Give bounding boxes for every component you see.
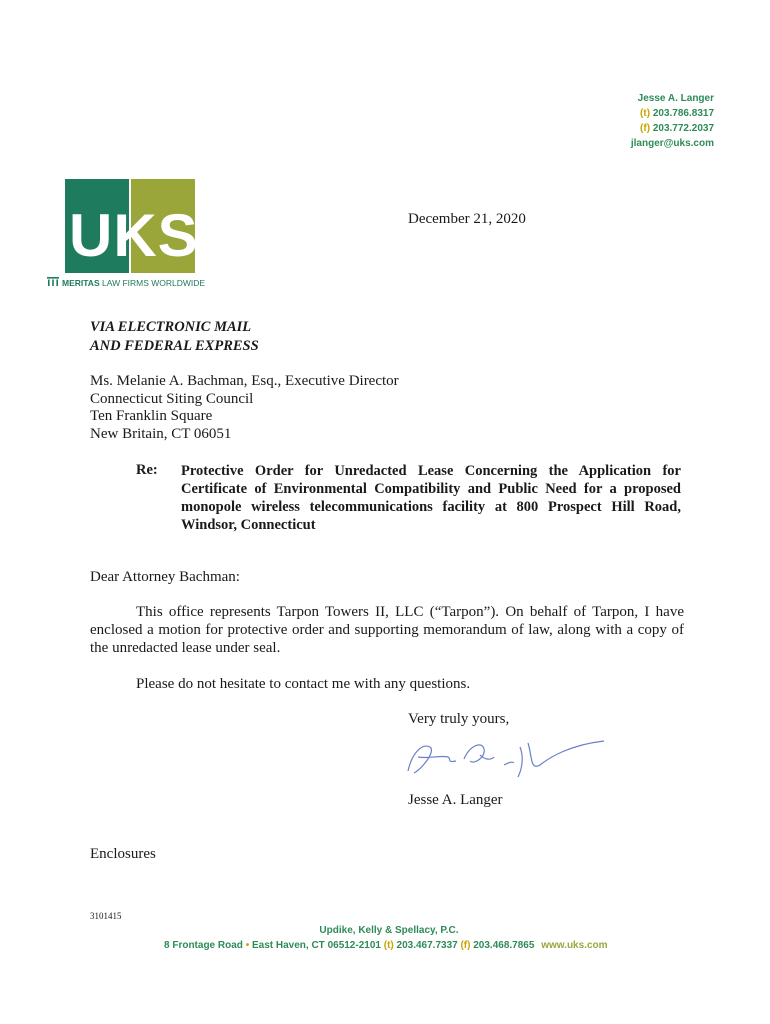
sender-email[interactable]: jlanger@uks.com <box>630 138 714 149</box>
meritas-name: MERITAS <box>62 278 100 288</box>
sender-name: Jesse A. Langer <box>637 93 714 104</box>
delivery-method <box>90 318 259 356</box>
fax-label: (f) <box>640 123 651 134</box>
enclosures-note: Enclosures <box>90 846 156 862</box>
sender-fax <box>631 121 714 136</box>
recipient-line: Ms. Melanie A. Bachman, Esq., Executive Director <box>90 373 399 389</box>
meritas-tagline: LAW FIRMS WORLDWIDE <box>102 278 206 288</box>
recipient-line: Connecticut Siting Council <box>90 390 254 407</box>
re-label: Re: <box>136 462 158 478</box>
signer-name: Jesse A. Langer <box>408 792 503 808</box>
meritas-columns-icon <box>47 277 59 288</box>
recipient-line: New Britain, CT 06051 <box>90 425 232 442</box>
letter-date: December 21, 2020 <box>408 211 526 227</box>
footer-website[interactable]: www.uks.com <box>541 940 608 951</box>
footer-firm-name: Updike, Kelly & Spellacy, P.C. <box>319 925 459 936</box>
document-number: 3101415 <box>90 911 122 921</box>
delivery-line-2: AND FEDERAL EXPRESS <box>90 338 259 354</box>
footer-street: 8 Frontage Road <box>164 940 243 951</box>
footer-fax: 203.468.7865 <box>473 940 535 951</box>
closing: Very truly yours, <box>408 711 510 727</box>
body-paragraph-1: This office represents Tarpon Towers II, LLC (“Tarpon”). On behalf of Tarpon, I have enclosed a motion for protective order and supporting memorandum of law, along with a copy of the unredacted lease under seal. <box>90 604 684 656</box>
footer-address-line <box>164 940 608 951</box>
phone-number: 203.786.8317 <box>652 108 714 119</box>
logo-letters: UKS <box>69 202 199 269</box>
meritas-affiliation <box>47 277 205 288</box>
handwritten-signature <box>400 735 610 781</box>
salutation: Dear Attorney Bachman: <box>90 569 240 585</box>
sender-phone <box>631 106 714 121</box>
recipient-address <box>90 373 399 443</box>
re-subject: Protective Order for Unredacted Lease Concerning the Application for Certificate of Environmental Compatibility and Public Need for a proposed monopole wireless telecommunications facility at 800 Prospect Hill Road, Windsor, Connecticut <box>181 463 681 533</box>
footer-phone-label: (t) <box>383 940 394 951</box>
uks-logo <box>47 179 206 294</box>
footer-separator: • <box>245 940 250 951</box>
body-paragraph-2: Please do not hesitate to contact me with any questions. <box>136 676 471 692</box>
delivery-line-1: VIA ELECTRONIC MAIL <box>90 319 252 335</box>
recipient-line: Ten Franklin Square <box>90 408 213 424</box>
footer-fax-label: (f) <box>460 940 471 951</box>
fax-number: 203.772.2037 <box>652 123 714 134</box>
footer-phone: 203.467.7337 <box>396 940 458 951</box>
sender-contact-block <box>631 91 714 151</box>
footer-city: East Haven, CT 06512-2101 <box>251 940 381 951</box>
phone-label: (t) <box>640 108 651 119</box>
